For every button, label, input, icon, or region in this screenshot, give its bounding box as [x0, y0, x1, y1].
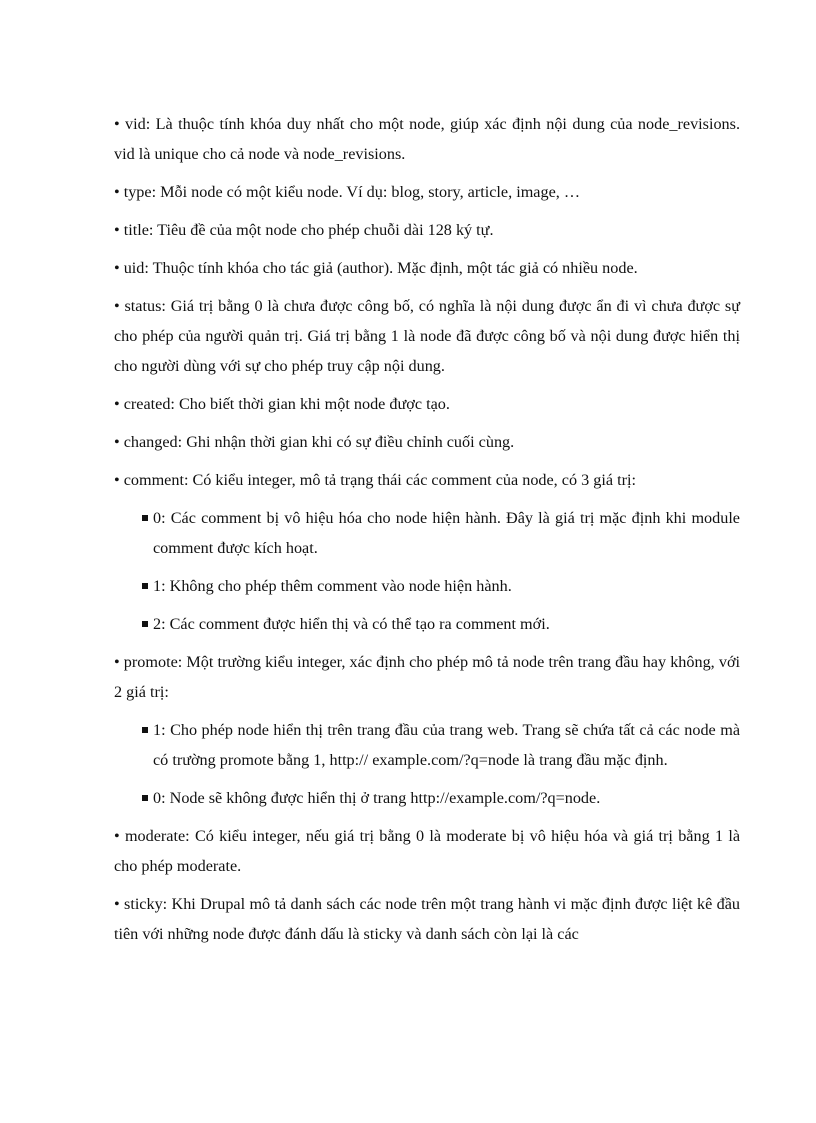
document-page [114, 109, 740, 957]
paragraph-comment: • comment: Có kiểu integer, mô tả trạng thái các comment của node, có 3 giá trị: [114, 471, 636, 489]
paragraph-created: • created: Cho biết thời gian khi một node được tạo. [114, 395, 450, 413]
square-bullet-icon [142, 583, 148, 589]
comment-value-0 [142, 503, 740, 563]
paragraph-type: • type: Mỗi node có một kiểu node. Ví dụ: blog, story, article, image, … [114, 183, 581, 201]
promote-value-1-text: 1: Cho phép node hiển thị trên trang đầu của trang web. Trang sẽ chứa tất cả các node mà có trường promote bằng 1, http:// example.com/?q=node là trang đầu mặc định. [153, 721, 740, 769]
comment-value-0-text: 0: Các comment bị vô hiệu hóa cho node hiện hành. Đây là giá trị mặc định khi module comment được kích hoạt. [153, 509, 740, 557]
paragraph-status: • status: Giá trị bằng 0 là chưa được công bố, có nghĩa là nội dung được ẩn đi vì chưa được sự cho phép của người quản trị. Giá trị bằng 1 là node đã được công bố và nội dung được hiển thị cho người dùng với sự cho phép truy cập nội dung. [114, 297, 740, 375]
paragraph-promote: • promote: Một trường kiểu integer, xác định cho phép mô tả node trên trang đầu hay không, với 2 giá trị: [114, 653, 740, 701]
comment-value-1 [142, 571, 740, 601]
promote-value-0 [142, 783, 740, 813]
promote-value-0-text: 0: Node sẽ không được hiển thị ở trang http://example.com/?q=node. [153, 789, 601, 807]
square-bullet-icon [142, 727, 148, 733]
comment-value-1-text: 1: Không cho phép thêm comment vào node hiện hành. [153, 577, 512, 595]
square-bullet-icon [142, 795, 148, 801]
promote-value-1 [142, 715, 740, 775]
square-bullet-icon [142, 515, 148, 521]
comment-value-2-text: 2: Các comment được hiển thị và có thể tạo ra comment mới. [153, 615, 550, 633]
square-bullet-icon [142, 621, 148, 627]
paragraph-moderate: • moderate: Có kiểu integer, nếu giá trị bằng 0 là moderate bị vô hiệu hóa và giá trị bằng 1 là cho phép moderate. [114, 827, 740, 875]
paragraph-sticky: • sticky: Khi Drupal mô tả danh sách các node trên một trang hành vi mặc định được liệt kê đầu tiên với những node được đánh dấu là sticky và danh sách còn lại là các [114, 895, 740, 943]
comment-value-2 [142, 609, 740, 639]
paragraph-changed: • changed: Ghi nhận thời gian khi có sự điều chỉnh cuối cùng. [114, 433, 515, 451]
paragraph-title: • title: Tiêu đề của một node cho phép chuỗi dài 128 ký tự. [114, 221, 494, 239]
paragraph-uid: • uid: Thuộc tính khóa cho tác giả (author). Mặc định, một tác giả có nhiều node. [114, 259, 638, 277]
paragraph-vid: • vid: Là thuộc tính khóa duy nhất cho một node, giúp xác định nội dung của node_revisions. vid là unique cho cả node và node_revisions. [114, 115, 740, 163]
